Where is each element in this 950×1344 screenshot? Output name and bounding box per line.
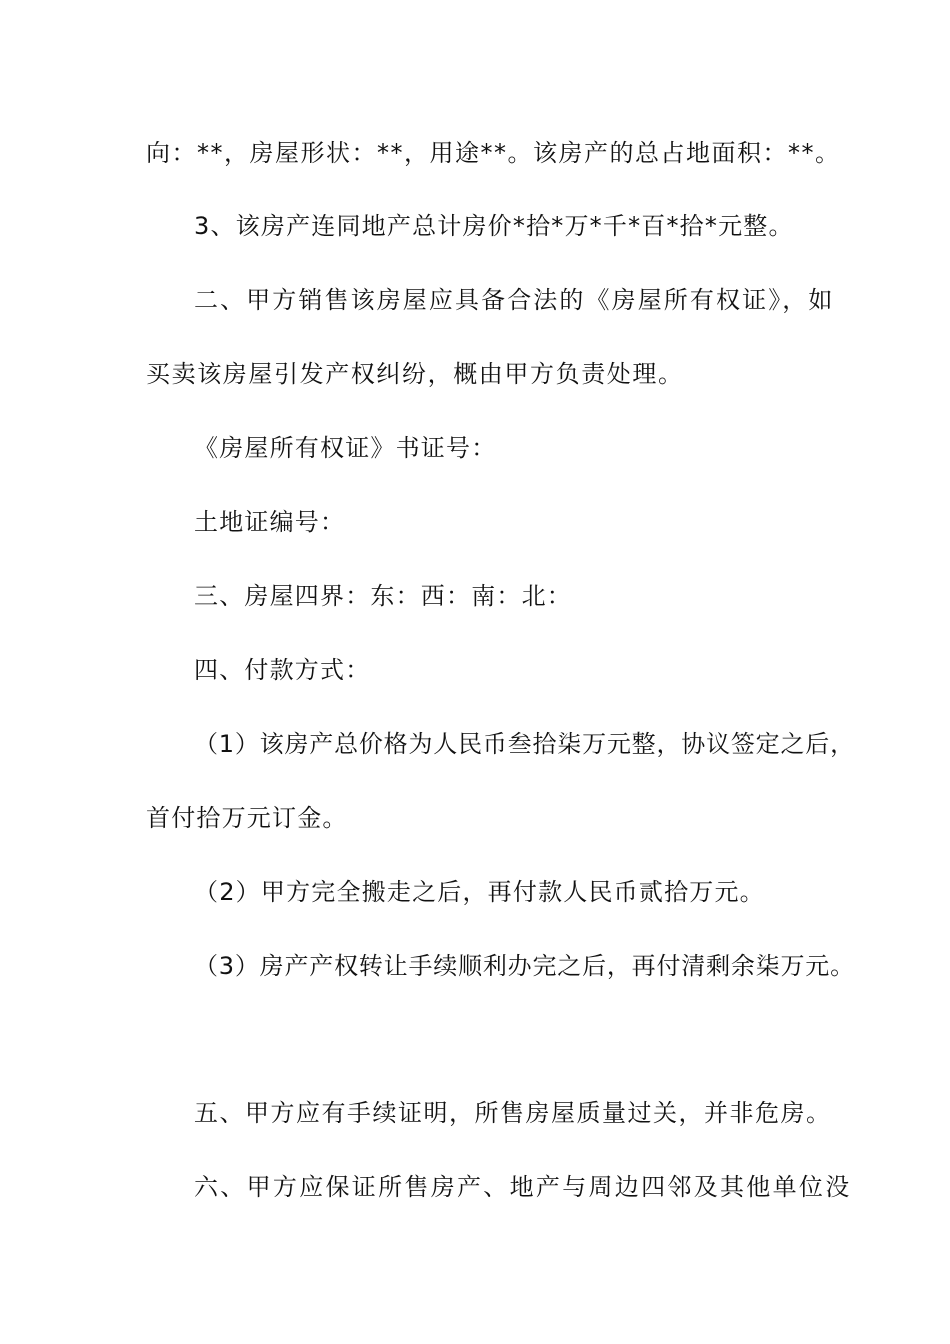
text-line-clause-three: 三、房屋四界：东：西：南：北： — [194, 582, 572, 610]
text-line-payment-1: （1）该房产总价格为人民币叁拾柒万元整，协议签定之后， — [194, 730, 855, 758]
text-line-clause-two-cont: 买卖该房屋引发产权纠纷，概由甲方负责处理。 — [146, 360, 684, 388]
text-line-certificate-no: 《房屋所有权证》书证号： — [194, 434, 497, 462]
text-line-orientation-area: 向：**，房屋形状：**，用途**。该房产的总占地面积：**。 — [146, 139, 841, 167]
text-line-total-price: 3、该房产连同地产总计房价*拾*万*千*百*拾*元整。 — [194, 212, 794, 240]
text-line-clause-four: 四、付款方式： — [194, 656, 371, 684]
text-line-payment-3: （3）房产产权转让手续顺利办完之后，再付清剩余柒万元。 — [194, 952, 855, 980]
text-line-clause-two: 二、甲方销售该房屋应具备合法的《房屋所有权证》，如 — [194, 286, 835, 314]
text-line-payment-1-cont: 首付拾万元订金。 — [146, 804, 348, 832]
text-line-land-cert-no: 土地证编号： — [194, 508, 346, 536]
text-line-clause-six: 六、甲方应保证所售房产、地产与周边四邻及其他单位没 — [194, 1173, 852, 1201]
text-line-clause-five: 五、甲方应有手续证明，所售房屋质量过关，并非危房。 — [194, 1099, 832, 1127]
text-line-payment-2: （2）甲方完全搬走之后，再付款人民币贰拾万元。 — [194, 878, 765, 906]
